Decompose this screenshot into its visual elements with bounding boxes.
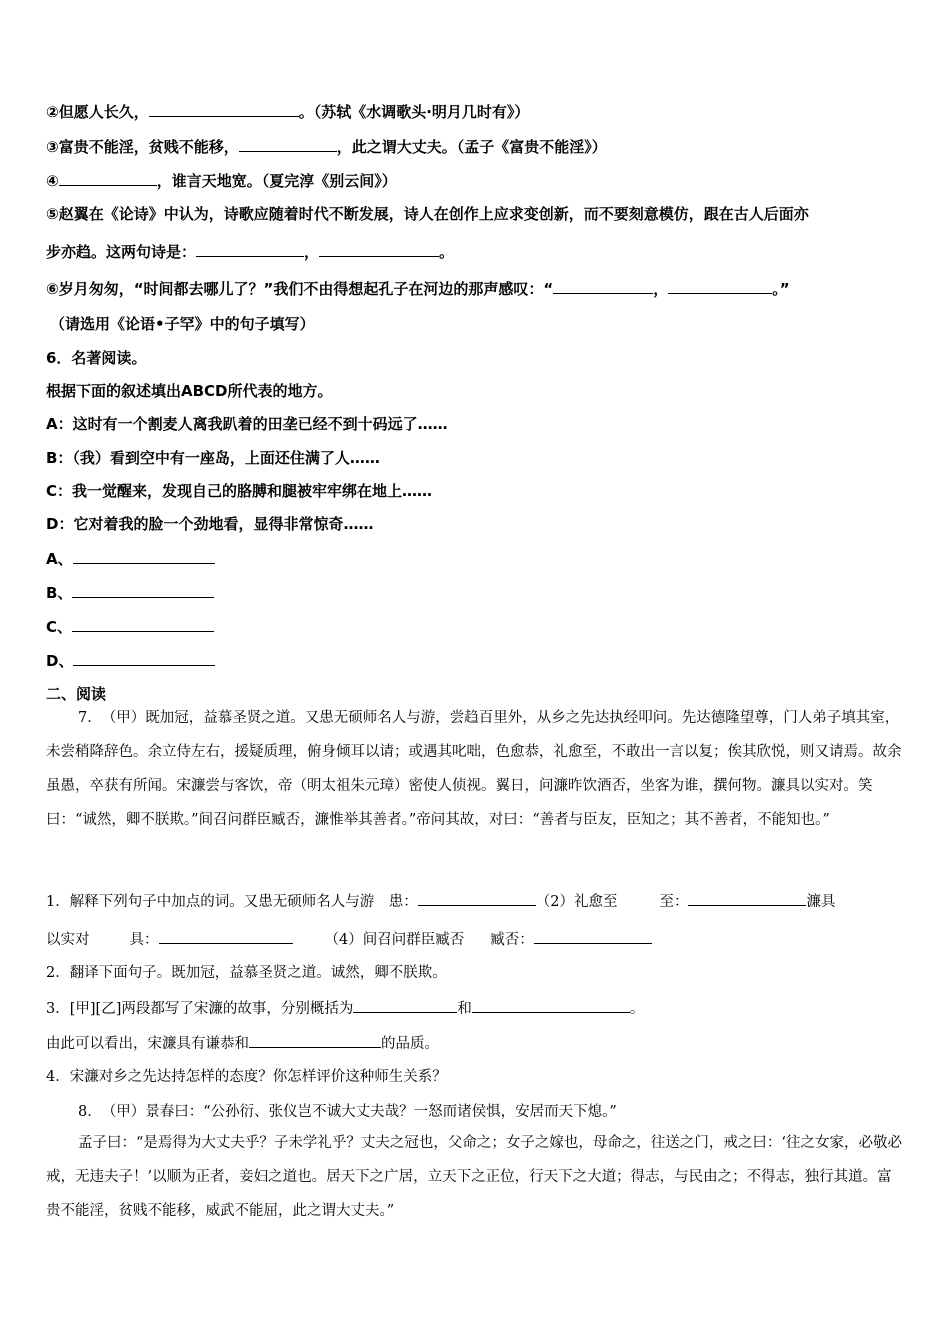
passage-8 — [46, 1126, 906, 1228]
q2-source: 。（苏轼《水调歌头·明月几时有》） — [298, 103, 530, 121]
q2-blank[interactable] — [149, 100, 299, 117]
q3-b-text: 由此可以看出，宋濂具有谦恭和 — [46, 1036, 249, 1052]
q4-text: 4．宋濂对乡之先达持怎样的态度？你怎样评价这种师生关系？ — [46, 1069, 447, 1085]
answer-b — [46, 581, 214, 604]
answer-a — [46, 547, 215, 570]
poetry-q2 — [46, 100, 529, 123]
q6-text: ⑥岁月匆匆，“时间都去哪儿了？”我们不由得想起孔子在河边的那声感叹：“ — [46, 280, 554, 298]
q6-item-b — [46, 447, 380, 469]
q6-a-text: A：这时有一个割麦人离我趴着的田垄已经不到十码远了…… — [46, 415, 448, 433]
q1-blank-3[interactable] — [159, 927, 293, 944]
q3-text: 3．[甲][乙]两段都写了宋濂的故事，分别概括为 — [46, 1001, 354, 1017]
q3-text: ③富贵不能淫，贫贱不能移， — [46, 138, 239, 156]
q1-text-a: 1．解释下列句子中加点的词。又患无硕师名人与游 患： — [46, 894, 418, 910]
q3-source: ，此之谓大丈夫。（孟子《富贵不能淫》） — [336, 138, 607, 156]
q3-blank-2[interactable] — [472, 996, 630, 1013]
q1-line-1 — [46, 889, 835, 913]
q4-question — [46, 1066, 447, 1088]
q1-blank-1[interactable] — [418, 889, 536, 906]
passage-7-text: 7． （甲）既加冠，益慕圣贤之道。又患无硕师名人与游，尝趋百里外，从乡之先达执经叩问。先达德隆望尊，门人弟子填其室，未尝稍降辞色。余立侍左右，援疑质理，俯身倾耳以请；或遇其叱咄，色愈恭，礼愈至，不敢出一言以复；俟其欣悦，则又请焉。故余虽愚，卒获有所闻。宋濂尝与客饮，帝（明太祖朱元璋）密使人侦视。翼日，问濂昨饮酒否，坐客为谁，撰何物。濂具以实对。笑曰：“诚然，卿不朕欺。”间召问群臣臧否，濂惟举其善者。”帝问其故，对曰：“善者与臣友，臣知之；其不善者，不能知也。” — [46, 710, 902, 828]
q5-text: ⑤赵翼在《论诗》中认为，诗歌应随着时代不断发展，诗人在创作上应求变创新，而不要刻意模仿，跟在古人后面亦 — [46, 205, 809, 223]
answer-b-label: B、 — [46, 584, 73, 602]
q6-item-c — [46, 480, 432, 502]
q3-blank[interactable] — [239, 135, 337, 152]
q6-item-d — [46, 513, 373, 535]
q3-end: 。 — [629, 1001, 645, 1017]
q3-line-2 — [46, 1031, 439, 1055]
q5-cont-text: 步亦趋。这两句诗是： — [46, 243, 197, 261]
q6-end: 。” — [772, 280, 790, 298]
answer-a-blank[interactable] — [73, 547, 215, 564]
q1-text-d: 濂具 — [806, 894, 836, 910]
q2-text: 2．翻译下面句子。既加冠，益慕圣贤之道。诚然，卿不朕欺。 — [46, 965, 447, 981]
answer-c-blank[interactable] — [72, 615, 214, 632]
q6-title — [46, 347, 146, 369]
q4-blank[interactable] — [59, 169, 157, 186]
section-heading-text: 二、阅读 — [46, 685, 107, 703]
q6-c-text: C：我一觉醒来，发现自己的胳膊和腿被牢牢绑在地上…… — [46, 482, 433, 500]
q1-blank-2[interactable] — [688, 889, 806, 906]
q6-note: （请选用《论语•子罕》中的句子填写） — [50, 315, 315, 333]
poetry-q6 — [46, 277, 790, 300]
answer-a-label: A、 — [46, 550, 73, 568]
q3-blank-3[interactable] — [249, 1031, 381, 1048]
q5-blank-1[interactable] — [196, 240, 304, 257]
q3-line-1 — [46, 996, 644, 1020]
q6-comma: ， — [653, 280, 669, 298]
passage-8-text: 孟子曰：“是焉得为大丈夫乎？子未学礼乎？丈夫之冠也，父命之；女子之嫁也，母命之，往送之门，戒之曰：‘往之女家，必敬必戒，无违夫子！’以顺为正者，妾妇之道也。居天下之广居，立天下之正位，行天下之大道；得志，与民由之；不得志，独行其道。富贵不能淫，贫贱不能移，威武不能屈，此之谓大丈夫。” — [46, 1135, 903, 1219]
q1-text-c: 至： — [659, 894, 689, 910]
q2-text: ②但愿人长久， — [46, 103, 149, 121]
q6-instruction-text: 根据下面的叙述填出ABCD所代表的地方。 — [46, 382, 333, 400]
q6-blank-1[interactable] — [553, 277, 653, 294]
answer-c-label: C、 — [46, 618, 73, 636]
q6-title-text: 6．名著阅读。 — [46, 349, 147, 367]
q5-blank-2[interactable] — [319, 240, 439, 257]
poetry-q4 — [46, 169, 397, 192]
q4-source: ，谁言天地宽。（夏完淳《别云间》） — [156, 172, 397, 190]
q1-text-e: 以实对 — [46, 932, 90, 948]
q6-d-text: D：它对着我的脸一个劲地看，显得非常惊奇…… — [46, 515, 374, 533]
passage-8-intro — [78, 1101, 617, 1123]
poetry-q6-note — [50, 313, 315, 335]
poetry-q5 — [46, 203, 809, 225]
q1-line-2 — [46, 927, 652, 951]
q6-b-text: B：（我）看到空中有一座岛，上面还住满了人…… — [46, 449, 380, 467]
q3-and: 和 — [457, 1001, 472, 1017]
q1-text-b: （2）礼愈至 — [535, 894, 618, 910]
q2-translate — [46, 962, 447, 984]
answer-d-label: D、 — [46, 652, 74, 670]
q1-text-g: （4）间召问群臣臧否 — [324, 932, 465, 948]
answer-d — [46, 649, 215, 672]
passage-8-intro-text: 8． （甲）景春曰：“公孙衍、张仪岂不诚大丈夫哉？一怒而诸侯惧，安居而天下熄。” — [78, 1104, 617, 1120]
q4-num: ④ — [46, 172, 59, 190]
q5-comma: ， — [304, 243, 320, 261]
answer-c — [46, 615, 214, 638]
q3-b-end: 的品质。 — [381, 1036, 439, 1052]
q5-end: 。 — [439, 243, 455, 261]
q6-instruction — [46, 380, 333, 402]
passage-7 — [46, 701, 906, 837]
q6-item-a — [46, 413, 448, 435]
q1-text-h: 臧否： — [490, 932, 534, 948]
q1-text-f: 具： — [129, 932, 159, 948]
poetry-q5-cont — [46, 240, 454, 263]
q6-blank-2[interactable] — [668, 277, 772, 294]
answer-d-blank[interactable] — [73, 649, 215, 666]
answer-b-blank[interactable] — [72, 581, 214, 598]
poetry-q3 — [46, 135, 607, 158]
q3-blank-1[interactable] — [353, 996, 457, 1013]
q1-blank-4[interactable] — [534, 927, 652, 944]
